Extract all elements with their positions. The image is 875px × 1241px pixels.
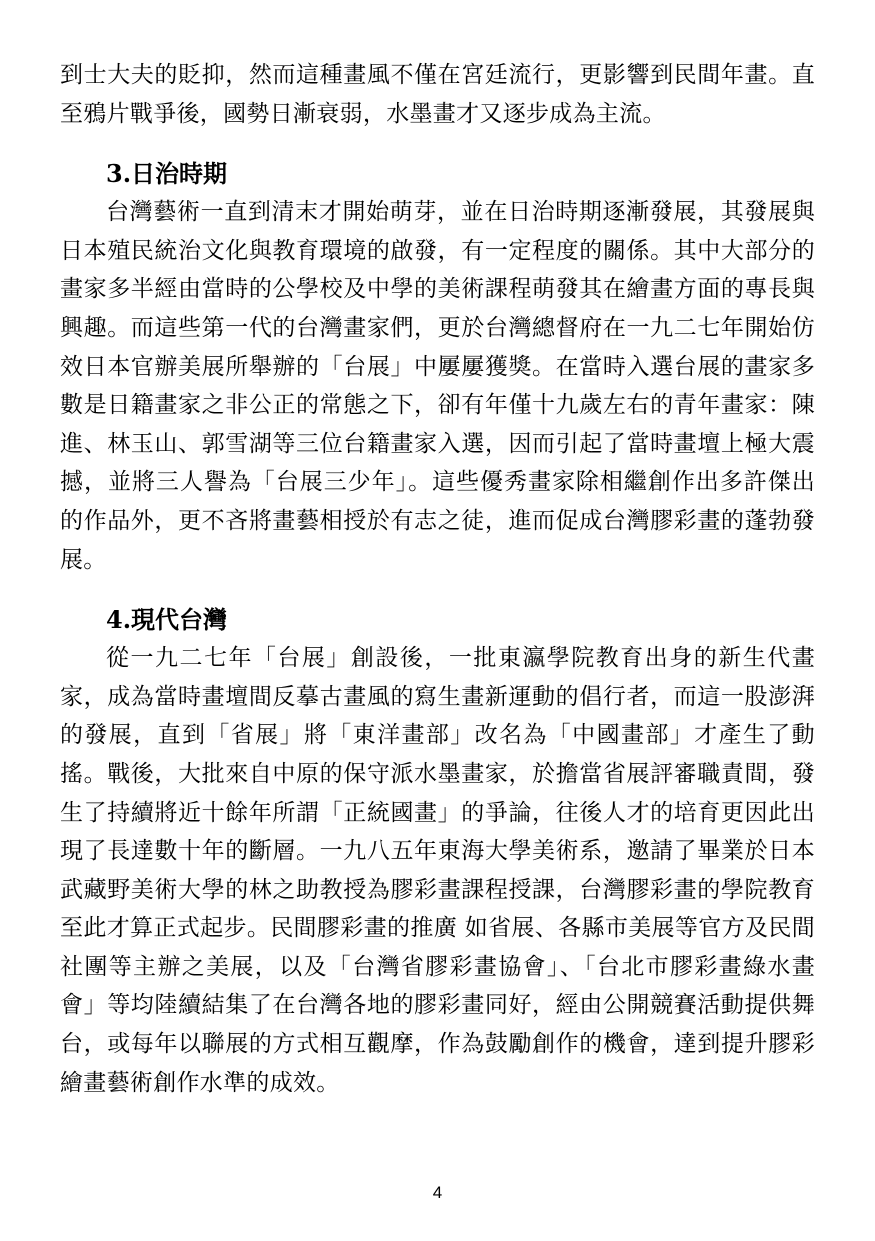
document-page (60, 56, 815, 1102)
intro-paragraph: 到士大夫的貶抑，然而這種畫風不僅在宮廷流行，更影響到民間年畫。直至鴉片戰爭後，國勢日漸衰弱，水墨畫才又逐步成為主流。 (60, 62, 815, 127)
page-number: 4 (432, 1183, 443, 1202)
section-heading-japanese-era: 3.日治時期 (106, 159, 228, 189)
section-heading-modern-taiwan: 4.現代台灣 (106, 605, 228, 635)
section-body-modern-taiwan: 從一九二七年「台展」創設後，一批東瀛學院教育出身的新生代畫家，成為當時畫壇間反摹古畫風的寫生畫新運動的倡行者，而這一股澎湃的發展，直到「省展」將「東洋畫部」改名為「中國畫部」才產生了動搖。戰後，大批來自中原的保守派水墨畫家，於擔當省展評審職責間，發生了持續將近十餘年所謂「正統國畫」的爭論，往後人才的培育更因此出現了長達數十年的斷層。一九八五年東海大學美術系，邀請了畢業於日本武藏野美術大學的林之助教授為膠彩畫課程授課，台灣膠彩畫的學院教育至此才算正式起步。民間膠彩畫的推廣 如省展、各縣市美展等官方及民間社團等主辦之美展，以及「台灣省膠彩畫協會」、「台北市膠彩畫綠水畫會」等均陸續結集了在台灣各地的膠彩畫同好，經由公開競賽活動提供舞台，或每年以聯展的方式相互觀摩，作為鼓勵創作的機會，達到提升膠彩繪畫藝術創作水準的成效。 (60, 645, 815, 1096)
section-body-japanese-era: 台灣藝術一直到清末才開始萌芽，並在日治時期逐漸發展，其發展與日本殖民統治文化與教育環境的啟發，有一定程度的關係。其中大部分的畫家多半經由當時的公學校及中學的美術課程萌發其在繪畫方面的專長與興趣。而這些第一代的台灣畫家們，更於台灣總督府在一九二七年開始仿效日本官辦美展所舉辦的「台展」中屢屢獲獎。在當時入選台展的畫家多數是日籍畫家之非公正的常態之下，卻有年僅十九歲左右的青年畫家：陳進、林玉山、郭雪湖等三位台籍畫家入選，因而引起了當時畫壇上極大震撼，並將三人譽為「台展三少年」。這些優秀畫家除相繼創作出多許傑出的作品外，更不吝將畫藝相授於有志之徒，進而促成台灣膠彩畫的蓬勃發展。 (60, 199, 815, 573)
